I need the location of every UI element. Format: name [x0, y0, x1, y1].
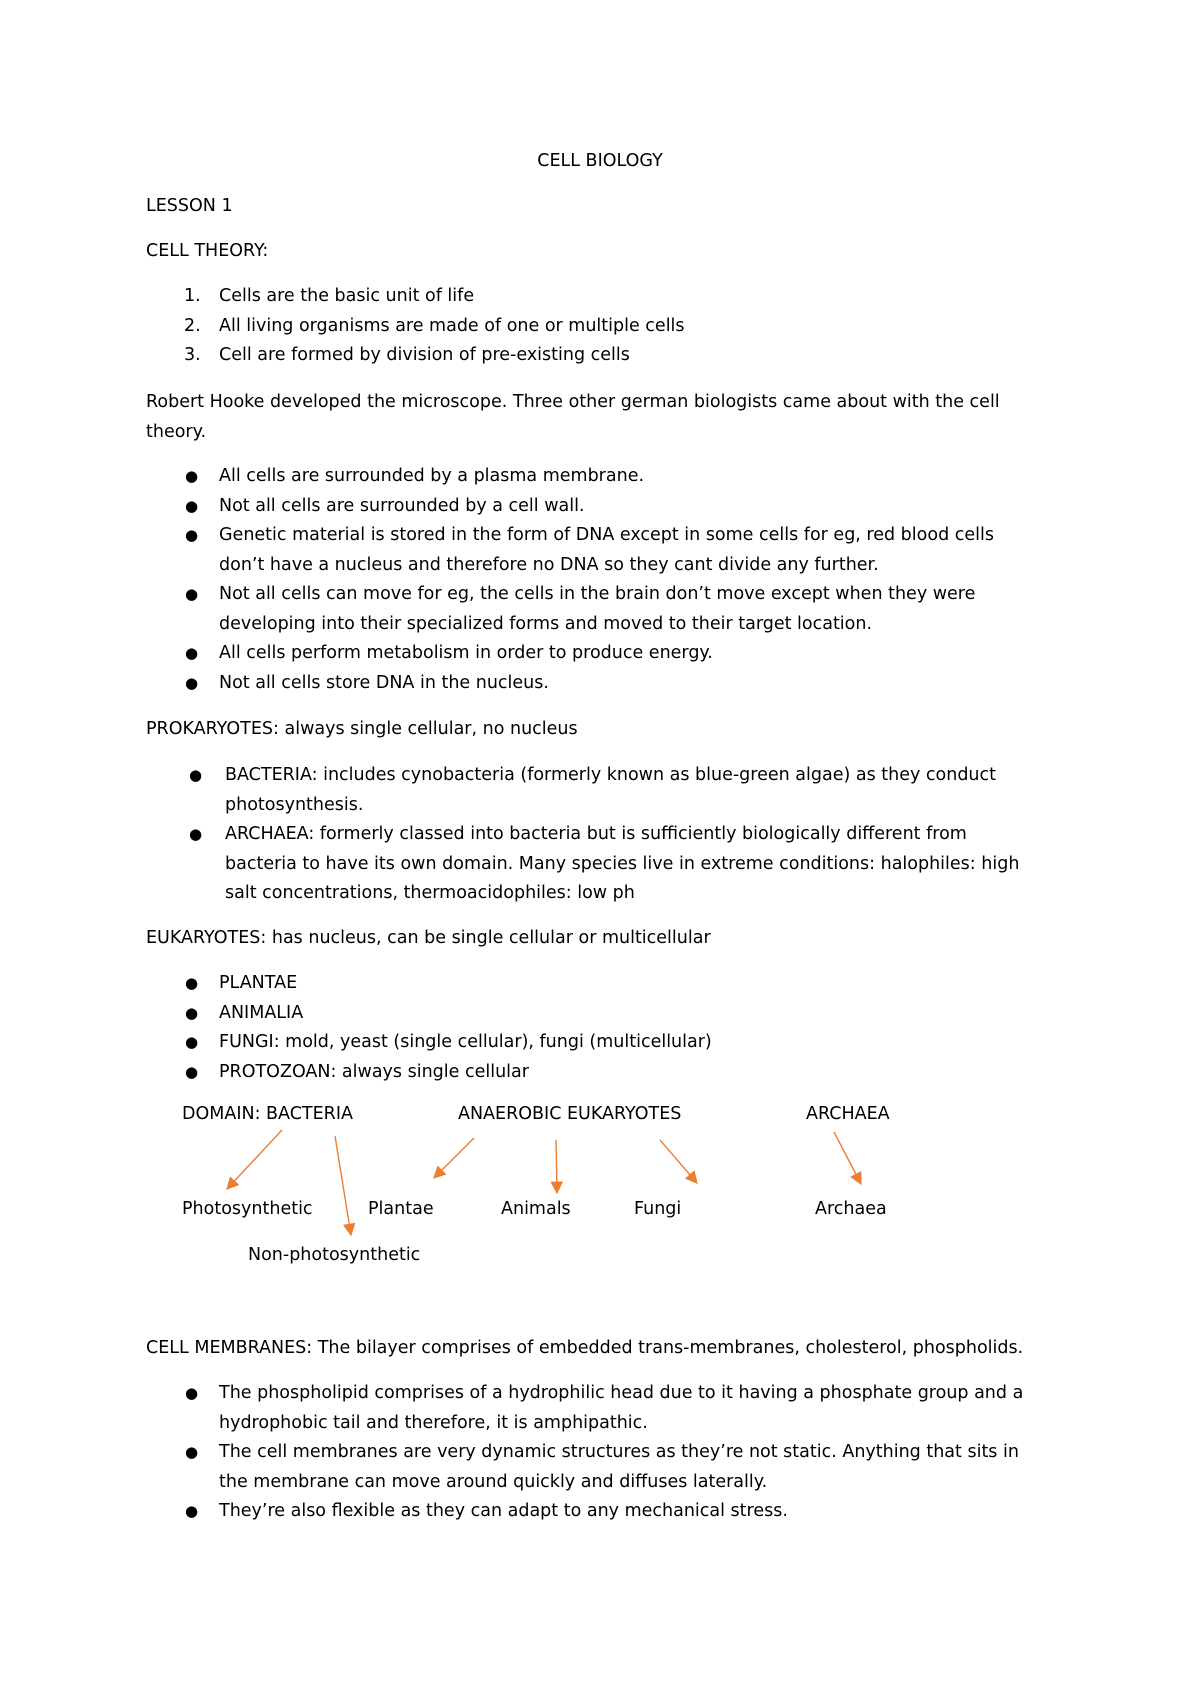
- cell-theory-heading: CELL THEORY:: [146, 241, 269, 261]
- animals-label: Animals: [501, 1199, 571, 1219]
- hooke-paragraph-line-2: theory.: [146, 421, 207, 442]
- list-item: 1. Cells are the basic unit of life: [184, 286, 475, 306]
- list-item: ● The cell membranes are very dynamic structures as they’re not static. Anything that sits in the membrane can move around quickly and diffuses laterally.: [185, 1442, 1019, 1492]
- arrow-to-animals: [556, 1140, 557, 1193]
- arrow-to-plantae: [434, 1138, 474, 1178]
- list-item: 3. Cell are formed by division of pre-existing cells: [184, 345, 630, 365]
- lesson-heading: LESSON 1: [146, 196, 233, 216]
- list-item: ● Not all cells store DNA in the nucleus.: [185, 672, 549, 693]
- prokaryotes-list: [146, 761, 1019, 909]
- archaea-label: Archaea: [815, 1199, 887, 1219]
- list-item: ● BACTERIA: includes cynobacteria (formerly known as blue-green algae) as they conduct photosynthesis.: [189, 765, 997, 815]
- arrow-to-photosynthetic: [227, 1130, 282, 1189]
- list-item: ● They’re also flexible as they can adapt to any mechanical stress.: [185, 1501, 788, 1521]
- document-title: CELL BIOLOGY: [537, 151, 663, 171]
- list-item: ● Genetic material is stored in the form of DNA except in some cells for eg, red blood cells don’t have a nucleus and therefore no DNA so they cant divide any further.: [185, 525, 994, 575]
- list-item: ● All cells are surrounded by a plasma membrane.: [185, 466, 645, 486]
- list-item: ● Not all cells can move for eg, the cells in the brain don’t move except when they were developing into their specialized forms and moved to their target location.: [185, 584, 976, 634]
- cell-facts-list: [146, 462, 994, 698]
- domain-bacteria-label: DOMAIN: BACTERIA: [182, 1104, 353, 1124]
- non-photosynthetic-label: Non-photosynthetic: [248, 1245, 421, 1265]
- plantae-label: Plantae: [368, 1199, 434, 1219]
- arrow-to-fungi: [660, 1140, 697, 1183]
- photosynthetic-label: Photosynthetic: [182, 1199, 313, 1219]
- anaerobic-eukaryotes-label: ANAEROBIC EUKARYOTES: [458, 1104, 682, 1124]
- list-item: ● ARCHAEA: formerly classed into bacteria but is sufficiently biologically different from bacteria to have its own domain. Many species live in extreme conditions: halophiles: high salt concentrations, thermoacidophiles: low ph: [189, 824, 1020, 903]
- list-item: ● PLANTAE: [185, 973, 298, 993]
- list-item: 2. All living organisms are made of one or multiple cells: [184, 315, 685, 336]
- fungi-label: Fungi: [634, 1199, 682, 1219]
- archaea-heading-label: ARCHAEA: [806, 1104, 890, 1124]
- arrow-to-non-photosynthetic: [335, 1136, 351, 1235]
- eukaryotes-heading: EUKARYOTES: has nucleus, can be single cellular or multicellular: [146, 928, 711, 948]
- list-item: ● PROTOZOAN: always single cellular: [185, 1061, 529, 1082]
- prokaryotes-heading: PROKARYOTES: always single cellular, no nucleus: [146, 719, 578, 739]
- list-item: ● The phospholipid comprises of a hydrophilic head due to it having a phosphate group and a hydrophobic tail and therefore, it is amphipathic.: [185, 1383, 1024, 1433]
- membranes-list: [146, 1379, 1023, 1527]
- arrow-to-archaea: [834, 1132, 861, 1184]
- list-item: ● FUNGI: mold, yeast (single cellular), fungi (multicellular): [185, 1032, 712, 1052]
- hooke-paragraph-line-1: Robert Hooke developed the microscope. Three other german biologists came about with the cell: [146, 392, 1000, 412]
- list-item: ● Not all cells are surrounded by a cell wall.: [185, 495, 585, 516]
- cell-theory-list: [146, 282, 685, 371]
- list-item: ● ANIMALIA: [185, 1002, 304, 1023]
- eukaryotes-list: [146, 969, 712, 1087]
- list-item: ● All cells perform metabolism in order to produce energy.: [185, 643, 713, 663]
- cell-membranes-heading: CELL MEMBRANES: The bilayer comprises of embedded trans-membranes, cholesterol, phospholids.: [146, 1338, 1024, 1358]
